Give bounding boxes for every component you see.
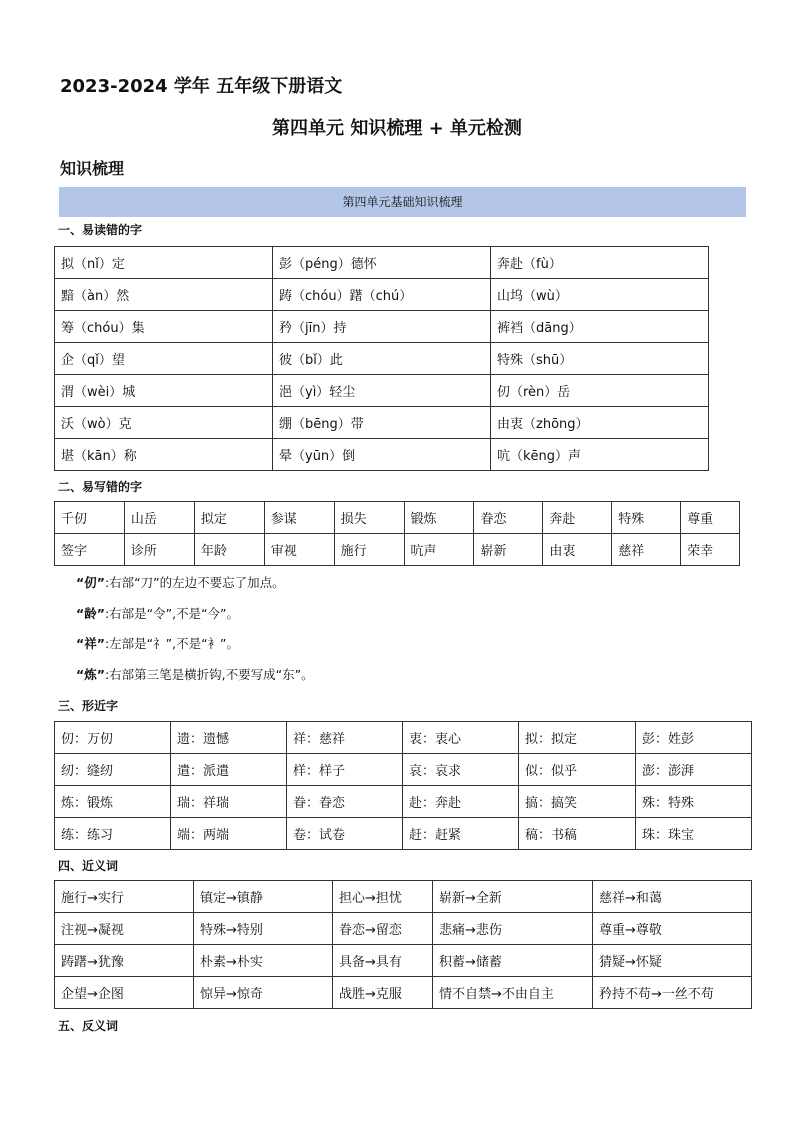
table-cell: 由衷（zhōng） xyxy=(491,407,709,439)
table-row xyxy=(55,881,752,913)
table-cell: 荣幸 xyxy=(681,534,740,566)
table-cell: 沃（wò）克 xyxy=(55,407,273,439)
table-cell: 特殊（shū） xyxy=(491,343,709,375)
table-cell: 遗：遗憾 xyxy=(171,722,287,754)
table-cell: 赶：赶紧 xyxy=(403,818,519,850)
table-cell: 镇定→镇静 xyxy=(194,881,333,913)
table-cell: 山岳 xyxy=(124,502,194,534)
table-cell: 矜持不苟→一丝不苟 xyxy=(593,977,752,1009)
table-cell: 尊重→尊敬 xyxy=(593,913,752,945)
synonyms-table xyxy=(54,880,752,1009)
table-row xyxy=(55,279,709,311)
table-cell: 积蓄→储蓄 xyxy=(433,945,593,977)
document-top-title: 2023-2024 学年 五年级下册语文 xyxy=(60,76,343,97)
note-item: “龄”:右部是“令”,不是“今”。 xyxy=(76,606,240,621)
table-cell: 惊异→惊奇 xyxy=(194,977,333,1009)
table-cell: 诊所 xyxy=(124,534,194,566)
table-cell: 奔赴（fù） xyxy=(491,247,709,279)
table-row xyxy=(55,534,740,566)
table-cell: 渭（wèi）城 xyxy=(55,375,273,407)
table-cell: 晕（yūn）倒 xyxy=(273,439,491,471)
table-cell: 情不自禁→不由自主 xyxy=(433,977,593,1009)
table-cell: 珠：珠宝 xyxy=(636,818,752,850)
table-cell: 企望→企图 xyxy=(55,977,194,1009)
table-cell: 彼（bǐ）此 xyxy=(273,343,491,375)
table-row xyxy=(55,977,752,1009)
table-cell: 彭：姓彭 xyxy=(636,722,752,754)
table-cell: 眷恋 xyxy=(474,502,543,534)
table-cell: 战胜→克服 xyxy=(333,977,433,1009)
table-cell: 年龄 xyxy=(194,534,264,566)
table-cell: 似：似乎 xyxy=(519,754,636,786)
note-item: “仞”:右部“刀”的左边不要忘了加点。 xyxy=(76,575,285,590)
table-cell: 筹（chóu）集 xyxy=(55,311,273,343)
section-title-misread: 一、易读错的字 xyxy=(58,223,143,237)
note-item: “炼”:右部第三笔是横折钩,不要写成“东”。 xyxy=(76,667,314,682)
table-row xyxy=(55,945,752,977)
table-cell: 绷（bēng）带 xyxy=(273,407,491,439)
section-title-synonyms: 四、近义词 xyxy=(58,859,119,873)
table-cell: 眷恋→留恋 xyxy=(333,913,433,945)
table-cell: 具备→具有 xyxy=(333,945,433,977)
table-cell: 瑞：祥瑞 xyxy=(171,786,287,818)
table-cell: 端：两端 xyxy=(171,818,287,850)
table-cell: 卷：试卷 xyxy=(287,818,403,850)
table-row xyxy=(55,722,752,754)
table-cell: 吭（kēng）声 xyxy=(491,439,709,471)
table-cell: 矜（jīn）持 xyxy=(273,311,491,343)
table-row xyxy=(55,818,752,850)
table-cell: 拟（nǐ）定 xyxy=(55,247,273,279)
table-cell: 搞：搞笑 xyxy=(519,786,636,818)
section-heading-knowledge: 知识梳理 xyxy=(60,159,125,178)
table-cell: 注视→凝视 xyxy=(55,913,194,945)
table-cell: 拟：拟定 xyxy=(519,722,636,754)
table-cell: 拟定 xyxy=(194,502,264,534)
table-cell: 澎：澎湃 xyxy=(636,754,752,786)
table-cell: 浥（yì）轻尘 xyxy=(273,375,491,407)
table-row xyxy=(55,502,740,534)
table-cell: 裤裆（dāng） xyxy=(491,311,709,343)
table-cell: 担心→担忧 xyxy=(333,881,433,913)
table-cell: 崭新→全新 xyxy=(433,881,593,913)
table-row xyxy=(55,913,752,945)
table-cell: 赴：奔赴 xyxy=(403,786,519,818)
table-cell: 祥：慈祥 xyxy=(287,722,403,754)
table-cell: 堪（kān）称 xyxy=(55,439,273,471)
table-cell: 损失 xyxy=(334,502,404,534)
table-cell: 崭新 xyxy=(474,534,543,566)
table-cell: 企（qǐ）望 xyxy=(55,343,273,375)
table-cell: 千仞 xyxy=(55,502,125,534)
table-row xyxy=(55,375,709,407)
table-cell: 朴素→朴实 xyxy=(194,945,333,977)
table-cell: 悲痛→悲伤 xyxy=(433,913,593,945)
table-cell: 遣：派遣 xyxy=(171,754,287,786)
table-cell: 练：练习 xyxy=(55,818,171,850)
table-cell: 签字 xyxy=(55,534,125,566)
table-row xyxy=(55,407,709,439)
similar-shape-characters-table xyxy=(54,721,752,850)
table-cell: 猜疑→怀疑 xyxy=(593,945,752,977)
miswritten-characters-table xyxy=(54,501,740,566)
table-row xyxy=(55,439,709,471)
table-cell: 尊重 xyxy=(681,502,740,534)
table-cell: 炼：锻炼 xyxy=(55,786,171,818)
table-cell: 审视 xyxy=(264,534,334,566)
document-main-title: 第四单元 知识梳理 + 单元检测 xyxy=(272,118,522,139)
table-cell: 彭（péng）德怀 xyxy=(273,247,491,279)
table-cell: 稿：书稿 xyxy=(519,818,636,850)
table-cell: 奔赴 xyxy=(543,502,612,534)
table-cell: 哀：哀求 xyxy=(403,754,519,786)
table-cell: 仞（rèn）岳 xyxy=(491,375,709,407)
table-cell: 山坞（wù） xyxy=(491,279,709,311)
table-row xyxy=(55,311,709,343)
table-cell: 特殊→特别 xyxy=(194,913,333,945)
table-cell: 黯（àn）然 xyxy=(55,279,273,311)
misread-characters-table xyxy=(54,246,709,471)
section-title-antonyms: 五、反义词 xyxy=(58,1019,119,1033)
table-cell: 施行 xyxy=(334,534,404,566)
table-cell: 殊：特殊 xyxy=(636,786,752,818)
table-cell: 眷：眷恋 xyxy=(287,786,403,818)
table-cell: 衷：衷心 xyxy=(403,722,519,754)
table-cell: 样：样子 xyxy=(287,754,403,786)
table-row xyxy=(55,343,709,375)
section-title-miswritten: 二、易写错的字 xyxy=(58,480,143,494)
table-cell: 参谋 xyxy=(264,502,334,534)
banner-title: 第四单元基础知识梳理 xyxy=(59,187,746,217)
table-cell: 慈祥 xyxy=(612,534,681,566)
table-cell: 施行→实行 xyxy=(55,881,194,913)
table-cell: 特殊 xyxy=(612,502,681,534)
table-cell: 慈祥→和蔼 xyxy=(593,881,752,913)
table-cell: 锻炼 xyxy=(404,502,474,534)
table-cell: 吭声 xyxy=(404,534,474,566)
table-row xyxy=(55,786,752,818)
note-item: “祥”:左部是“礻”,不是“衤”。 xyxy=(76,636,240,651)
table-cell: 纫：缝纫 xyxy=(55,754,171,786)
section-title-similar-shape: 三、形近字 xyxy=(58,699,119,713)
table-row xyxy=(55,754,752,786)
table-cell: 仞：万仞 xyxy=(55,722,171,754)
table-row xyxy=(55,247,709,279)
table-cell: 踌（chóu）躇（chú） xyxy=(273,279,491,311)
table-cell: 由衷 xyxy=(543,534,612,566)
table-cell: 踌躇→犹豫 xyxy=(55,945,194,977)
